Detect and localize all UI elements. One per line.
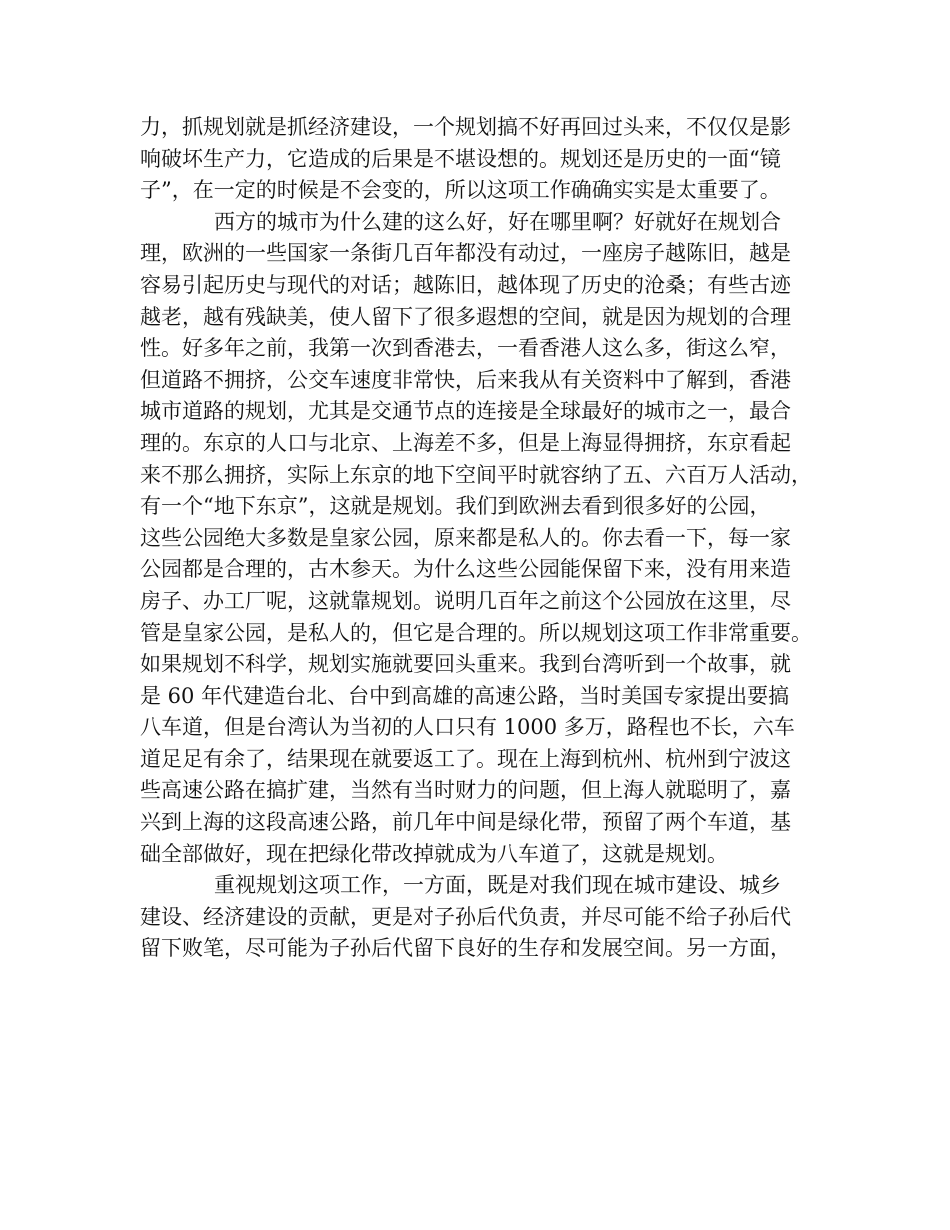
text-line: 是 60 年代建造台北、台中到高雄的高速公路，当时美国专家提出要搞: [140, 683, 790, 708]
text-line: 城市道路的规划，尤其是交通节点的连接是全球最好的城市之一，最合: [140, 399, 791, 424]
text-line: 兴到上海的这段高速公路，前几年中间是绿化带，预留了两个车道，基: [140, 810, 791, 835]
text-line: 房子、办工厂呢，这就靠规划。说明几百年之前这个公园放在这里，尽: [140, 588, 791, 613]
text-line: 力，抓规划就是抓经济建设，一个规划搞不好再回过头来，不仅仅是影: [140, 115, 791, 139]
text-line: 子”，在一定的时候是不会变的，所以这项工作确确实实是太重要了。: [140, 178, 781, 203]
text-line: 些高速公路在搞扩建，当然有当时财力的问题，但上海人就聪明了，嘉: [140, 778, 791, 803]
text-line: 道足足有余了，结果现在就要返工了。现在上海到杭州、杭州到宁波这: [140, 746, 791, 771]
text-line: 容易引起历史与现代的对话；越陈旧，越体现了历史的沧桑；有些古迹: [140, 272, 791, 297]
text-line: 理的。东京的人口与北京、上海差不多，但是上海显得拥挤，东京看起: [140, 430, 791, 455]
text-line: 管是皇家公园，是私人的，但它是合理的。所以规划这项工作非常重要。: [140, 620, 812, 645]
text-line: 八车道，但是台湾认为当初的人口只有 1000 多万，路程也不长，六车: [140, 715, 795, 740]
paragraph-start-line: 重视规划这项工作，一方面，既是对我们现在城市建设、城乡: [214, 873, 781, 898]
body-text: [140, 112, 840, 965]
paragraph-start-line: 西方的城市为什么建的这么好，好在哪里啊？好就好在规划合: [214, 209, 781, 234]
text-line: 但道路不拥挤，公交车速度非常快，后来我从有关资料中了解到，香港: [140, 367, 791, 392]
text-line: 理，欧洲的一些国家一条街几百年都没有动过，一座房子越陈旧，越是: [140, 241, 791, 266]
text-line: 有一个“地下东京”，这就是规划。我们到欧洲去看到很多好的公园，: [140, 494, 771, 519]
text-line: 越老，越有残缺美，使人留下了很多遐想的空间，就是因为规划的合理: [140, 304, 791, 329]
text-line: 响破坏生产力，它造成的后果是不堪设想的。规划还是历史的一面“镜: [140, 146, 781, 171]
text-line: 如果规划不科学，规划实施就要回头重来。我到台湾听到一个故事，就: [140, 652, 791, 677]
text-line: 留下败笔，尽可能为子孙后代留下良好的生存和发展空间。另一方面，: [140, 936, 791, 961]
text-line: 性。好多年之前，我第一次到香港去，一看香港人这么多，街这么窄，: [140, 336, 791, 361]
text-line: 来不那么拥挤，实际上东京的地下空间平时就容纳了五、六百万人活动，: [140, 462, 812, 487]
text-line: 这些公园绝大多数是皇家公园，原来都是私人的。你去看一下，每一家: [140, 525, 791, 550]
text-line: 础全部做好，现在把绿化带改掉就成为八车道了，这就是规划。: [140, 841, 728, 866]
text-line: 建设、经济建设的贡献，更是对子孙后代负责，并尽可能不给子孙后代: [140, 904, 791, 929]
text-line: 公园都是合理的，古木参天。为什么这些公园能保留下来，没有用来造: [140, 557, 791, 582]
